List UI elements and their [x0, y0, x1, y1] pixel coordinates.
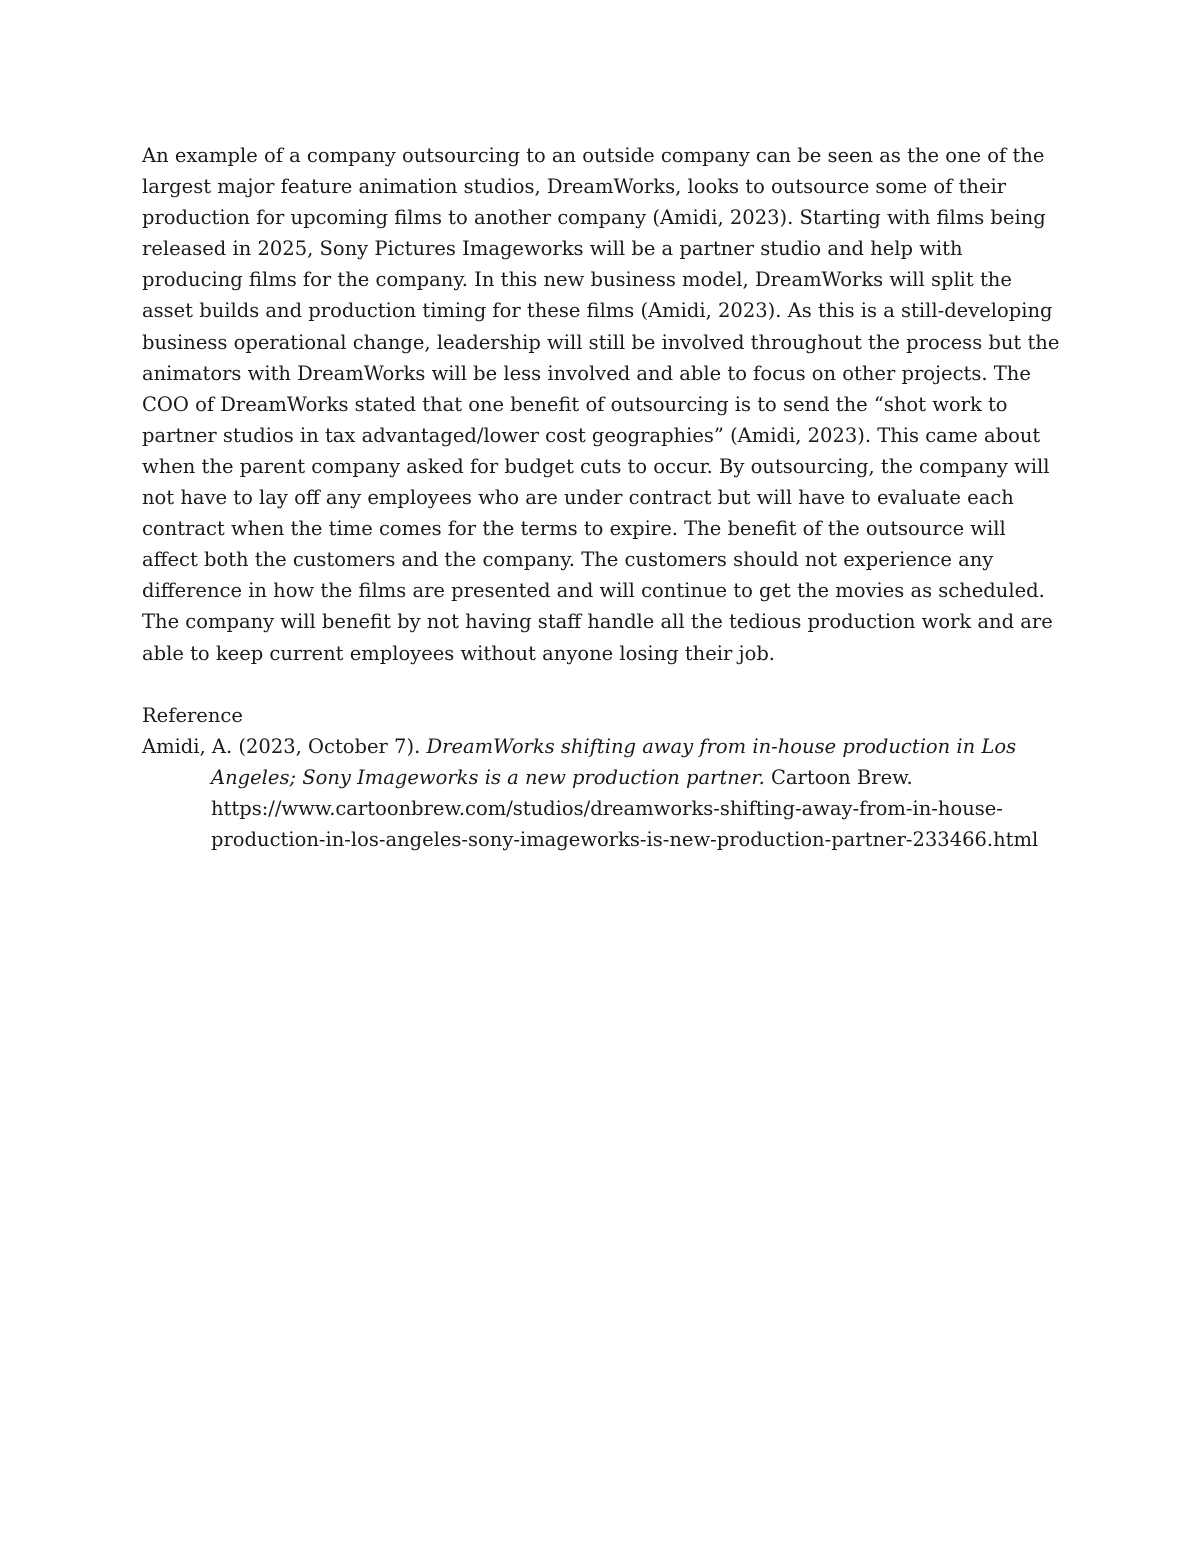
reference-heading: Reference [142, 703, 243, 727]
reference-entry [142, 731, 1067, 855]
document-body [142, 140, 1067, 855]
reference-publisher: Cartoon Brew. [770, 765, 913, 789]
reference-title: DreamWorks shifting away from in-house production in Los Angeles; Sony Imageworks is a new production partner. [211, 734, 1017, 789]
body-paragraph: An example of a company outsourcing to an outside company can be seen as the one of the largest major feature animation studios, DreamWorks, looks to outsource some of their production for upcoming films to another company (Amidi, 2023). Starting with films being released in 2025, Sony Pictures Imageworks will be a partner studio and help with producing films for the company. In this new business model, DreamWorks will split the asset builds and production timing for these films (Amidi, 2023). As this is a still-developing business operational change, leadership will still be involved throughout the process but the animators with DreamWorks will be less involved and able to focus on other projects. The COO of DreamWorks stated that one benefit of outsourcing is to send the “shot work to partner studios in tax advantaged/lower cost geographies” (Amidi, 2023). This came about when the parent company asked for budget cuts to occur. By outsourcing, the company will not have to lay off any employees who are under contract but will have to evaluate each contract when the time comes for the terms to expire. The benefit of the outsource will affect both the customers and the company. The customers should not experience any difference in how the films are presented and will continue to get the movies as scheduled. The company will benefit by not having staff handle all the tedious production work and are able to keep current employees without anyone losing their job. [142, 144, 1060, 665]
reference-url: https://www.cartoonbrew.com/studios/dreamworks-shifting-away-from-in-house-production-in-los-angeles-sony-imageworks-is-new-production-partner-233466.html [211, 796, 1039, 851]
reference-author-date: Amidi, A. (2023, October 7). [142, 734, 421, 758]
